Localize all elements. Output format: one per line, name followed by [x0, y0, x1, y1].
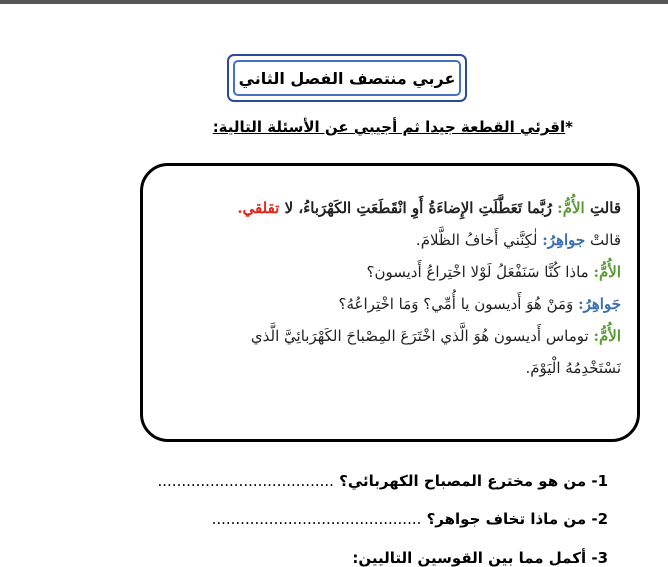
- reading-passage: [159, 192, 621, 384]
- passage-line-3: [159, 256, 621, 288]
- instruction: [213, 118, 573, 136]
- speaker-prefix: قالتْ: [589, 231, 621, 249]
- speaker-jawaher: جواهِرُ:: [542, 231, 586, 249]
- dialogue-text: رُبَّما تَعَطَّلَتِ الإِضاءَةُ أَوِ انْقَطَعَتِ الكَهْرَباءُ، لا: [279, 199, 558, 217]
- reading-passage-box: [140, 163, 640, 442]
- instruction-star: *: [565, 118, 573, 136]
- speaker-prefix: قالتِ: [589, 199, 621, 217]
- dialogue-text: وَمَنْ هُوَ أَديسون يا أُمِّي؟ وَمَا اخْتِراعُهُ؟: [338, 295, 579, 313]
- question-1: [158, 472, 609, 490]
- question-2: [212, 510, 608, 528]
- passage-line-4: [159, 288, 621, 320]
- dialogue-text: لٰكِنَّني أَخافُ الظَّلامَ.: [415, 231, 543, 249]
- title-box: [227, 54, 467, 102]
- speaker-mother: الأُمُّ:: [593, 327, 621, 345]
- passage-line-1: [159, 192, 621, 224]
- speaker-mother: الأُمُّ:: [593, 263, 621, 281]
- question-3: 3- أكمل مما بين القوسين التاليين:: [352, 549, 608, 567]
- answer-blank[interactable]: .....................................: [157, 472, 334, 490]
- question-label: 1- من هو مخترع المصباح الكهربائي؟: [339, 472, 608, 490]
- dialogue-text: نَسْتَخْدِمُهُ الْيَوْمَ.: [525, 359, 621, 377]
- passage-line-5: [159, 320, 621, 352]
- top-border: [0, 0, 668, 4]
- passage-line-2: [159, 224, 621, 256]
- instruction-text: اقرئي القطعة جيدا ثم أجيبي عن الأسئلة التالية:: [212, 118, 566, 136]
- answer-blank[interactable]: ............................................: [211, 510, 422, 528]
- page-title: عربي منتصف الفصل الثاني: [233, 60, 461, 96]
- passage-line-6: [159, 352, 621, 384]
- dialogue-text: ماذا كُنَّا سَنَفْعَلُ لَوْلا اخْتِراعُ أَديسون؟: [366, 263, 594, 281]
- dialogue-text: توماس أَديسون هُوَ الَّذي اخْتَرَعَ المِصْباحَ الكَهْرَبائِيَّ الَّذي: [250, 327, 594, 345]
- speaker-mother: الأُمُّ:: [557, 199, 585, 217]
- highlighted-word: تقلقي.: [237, 199, 280, 217]
- speaker-jawaher: جَواهِرُ:: [578, 295, 621, 313]
- question-label: 2- من ماذا تخاف جواهر؟: [426, 510, 608, 528]
